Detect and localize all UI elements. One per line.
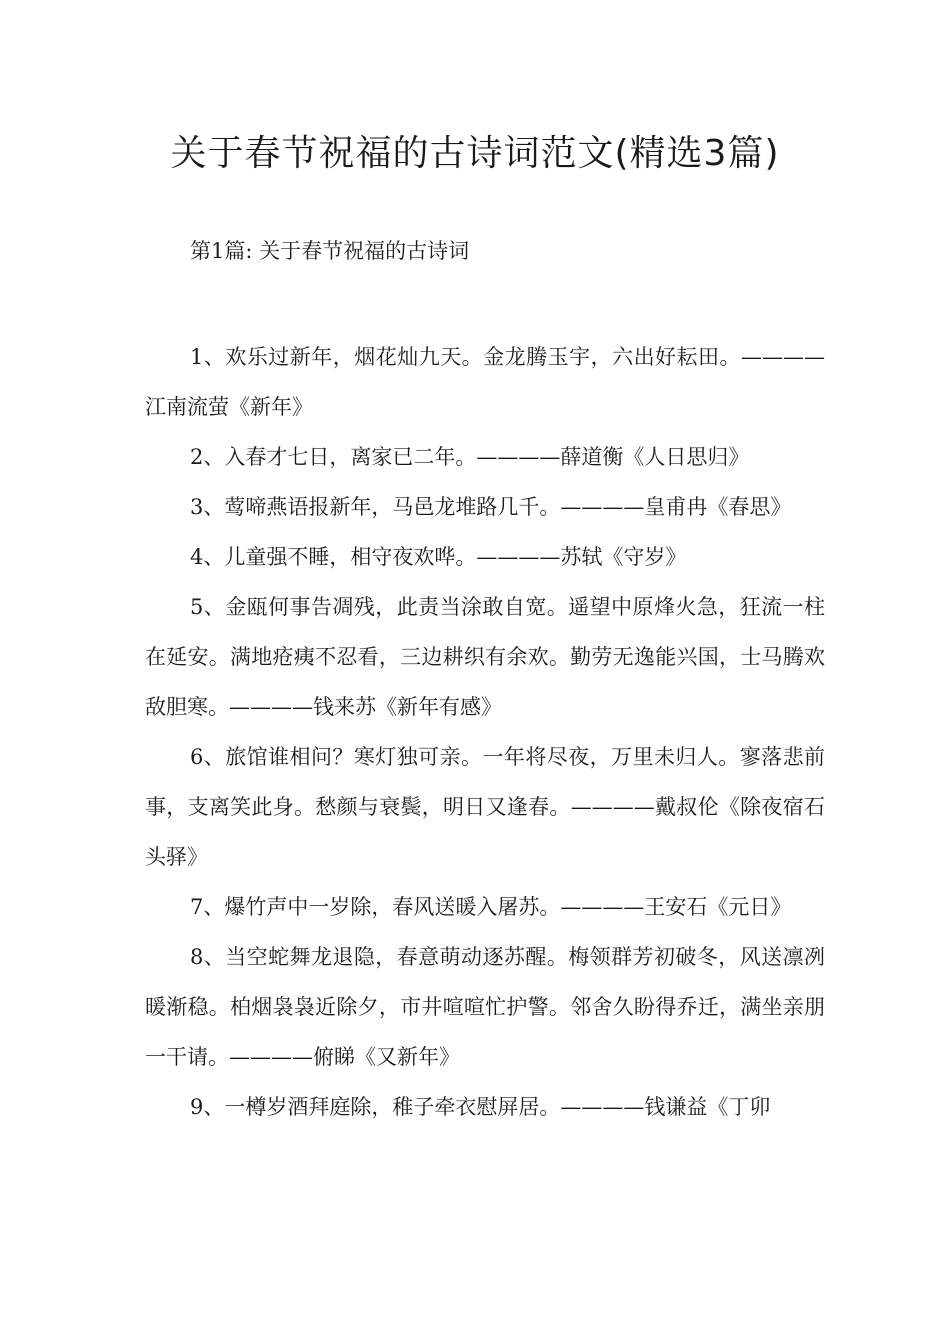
poem-paragraph: 2、入春才七日，离家已二年。————薛道衡《人日思归》 — [190, 445, 750, 469]
poem-paragraph: 9、一樽岁酒拜庭除，稚子牵衣慰屏居。————钱谦益《丁卯 — [190, 1095, 771, 1119]
poem-paragraph: 6、旅馆谁相问？寒灯独可亲。一年将尽夜，万里未归人。寥落悲前事，支离笑此身。愁颜与衰鬓，明日又逢春。————戴叔伦《除夜宿石头驿》 — [145, 745, 825, 869]
poem-paragraph: 8、当空蛇舞龙退隐，春意萌动逐苏醒。梅领群芳初破冬，风送凛冽暖渐稳。柏烟袅袅近除夕，市井喧喧忙护警。邻舍久盼得乔迁，满坐亲朋一干请。————俯睇《又新年》 — [145, 945, 825, 1069]
poem-paragraph: 5、金瓯何事告凋残，此责当涂敢自宽。遥望中原烽火急，狂流一柱在延安。满地疮痍不忍看，三边耕织有余欢。勤劳无逸能兴国，士马腾欢敌胆寒。————钱来苏《新年有感》 — [145, 595, 825, 719]
poem-paragraph: 3、莺啼燕语报新年，马邑龙堆路几千。————皇甫冉《春思》 — [190, 495, 792, 519]
poem-paragraph: 7、爆竹声中一岁除，春风送暖入屠苏。————王安石《元日》 — [190, 895, 792, 919]
section-heading: 第1篇: 关于春节祝福的古诗词 — [190, 239, 470, 263]
poem-paragraph: 4、儿童强不睡，相守夜欢哗。————苏轼《守岁》 — [190, 545, 687, 569]
poem-paragraph: 1、欢乐过新年，烟花灿九天。金龙腾玉宇，六出好耘田。————江南流萤《新年》 — [145, 345, 825, 419]
document-body — [145, 332, 825, 1132]
document-title: 关于春节祝福的古诗词范文(精选3篇) — [170, 133, 780, 174]
